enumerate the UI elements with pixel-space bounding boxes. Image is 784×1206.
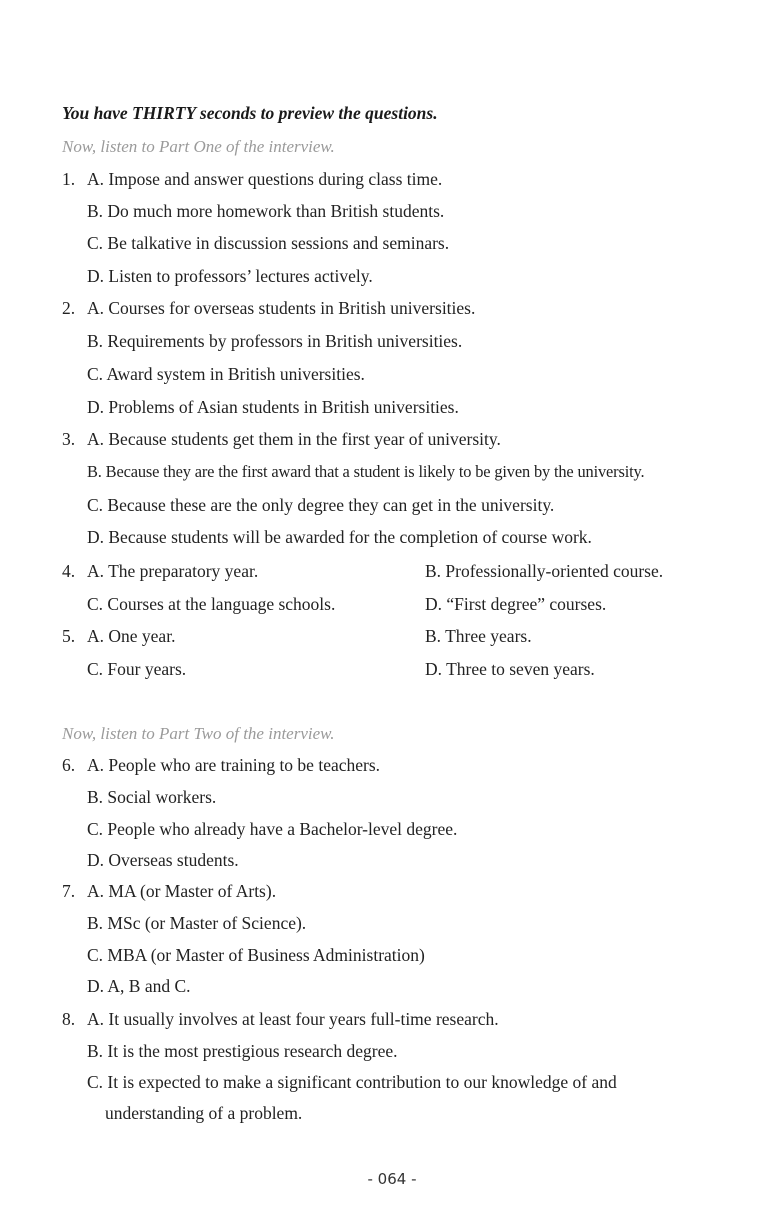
option-6a: A. People who are training to be teachers. <box>87 755 381 775</box>
option-8a: A. It usually involves at least four years full-time research. <box>87 1009 499 1029</box>
option-2c: C. Award system in British universities. <box>87 364 365 384</box>
option-5d: D. Three to seven years. <box>425 659 595 679</box>
option-8b: B. It is the most prestigious research degree. <box>87 1041 398 1061</box>
option-5a: A. One year. <box>87 626 176 646</box>
option-2d: D. Problems of Asian students in British universities. <box>87 397 459 417</box>
question-number: 3. <box>62 429 76 449</box>
option-6c: C. People who already have a Bachelor-level degree. <box>87 819 458 839</box>
option-2a: A. Courses for overseas students in British universities. <box>87 298 476 318</box>
option-4b: B. Professionally-oriented course. <box>425 561 664 581</box>
part-one-heading: Now, listen to Part One of the interview. <box>62 137 335 156</box>
option-8c: C. It is expected to make a significant contribution to our knowledge of and <box>87 1072 617 1092</box>
question-number: 4. <box>62 561 76 581</box>
option-6d: D. Overseas students. <box>87 850 239 870</box>
option-1a: A. Impose and answer questions during class time. <box>87 169 443 189</box>
option-2b: B. Requirements by professors in British universities. <box>87 331 463 351</box>
option-7b: B. MSc (or Master of Science). <box>87 913 307 933</box>
option-5c: C. Four years. <box>87 659 187 679</box>
instruction-text: You have THIRTY seconds to preview the questions. <box>62 103 438 123</box>
option-1c: C. Be talkative in discussion sessions and seminars. <box>87 233 450 253</box>
part-two-heading: Now, listen to Part Two of the interview. <box>62 724 335 743</box>
question-number: 7. <box>62 881 76 901</box>
option-3d: D. Because students will be awarded for the completion of course work. <box>87 527 592 547</box>
option-4c: C. Courses at the language schools. <box>87 594 336 614</box>
option-8c-continued: understanding of a problem. <box>105 1103 303 1123</box>
option-7c: C. MBA (or Master of Business Administration) <box>87 945 425 965</box>
question-number: 8. <box>62 1009 76 1029</box>
question-number: 6. <box>62 755 76 775</box>
option-4a: A. The preparatory year. <box>87 561 259 581</box>
option-1b: B. Do much more homework than British students. <box>87 201 445 221</box>
question-number: 2. <box>62 298 76 318</box>
option-3b: B. Because they are the first award that a student is likely to be given by the university. <box>87 462 645 481</box>
option-6b: B. Social workers. <box>87 787 217 807</box>
question-number: 5. <box>62 626 76 646</box>
option-1d: D. Listen to professors’ lectures actively. <box>87 266 373 286</box>
option-4d: D. “First degree” courses. <box>425 594 607 614</box>
option-3c: C. Because these are the only degree they can get in the university. <box>87 495 555 515</box>
option-5b: B. Three years. <box>425 626 532 646</box>
option-7a: A. MA (or Master of Arts). <box>87 881 277 901</box>
page-number: - 064 - <box>367 1170 417 1188</box>
option-3a: A. Because students get them in the first year of university. <box>87 429 501 449</box>
option-7d: D. A, B and C. <box>87 976 191 996</box>
question-number: 1. <box>62 169 76 189</box>
